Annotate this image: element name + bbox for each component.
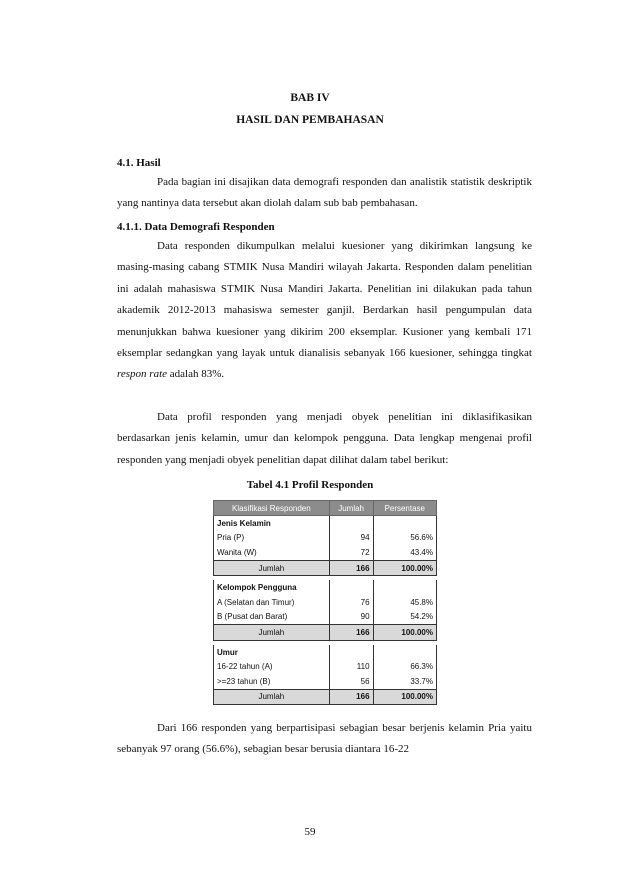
page-number: 59	[304, 826, 316, 838]
row-label: A (Selatan dan Timur)	[214, 595, 330, 610]
row-pct: 56.6%	[373, 531, 436, 546]
total-pct: 100.00%	[373, 560, 436, 576]
row-pct: 33.7%	[373, 674, 436, 689]
header-percentage: Persentase	[373, 501, 436, 516]
chapter-title: BAB IV	[290, 92, 330, 104]
header-classification: Klasifikasi Responden	[214, 501, 330, 516]
section-4-1-1-paragraph: Data responden dikumpulkan melalui kuesioner yang dikirimkan langsung ke masing-masing cabang STMIK Nusa Mandiri wilayah Jakarta. Responden dalam penelitian ini adalah mahasiswa STMIK Nusa Mandiri Jakarta. Penelitian ini dilakukan pada tahun akademik 2012-2013 mahasiswa semester ganjil. Berdarkan hasil pengumpulan data menunjukkan bahwa kuesioner yang dikirim 200 eksemplar. Kusioner yang kembali 171 eksemplar sedangkan yang layak untuk dianalisis sebanyak 166 kuesioner, sehingga tingkat respon rate adalah 83%.	[117, 240, 532, 381]
group-title-row	[214, 645, 437, 660]
total-count: 166	[329, 625, 373, 641]
group-title-row	[214, 516, 437, 531]
total-count: 166	[329, 560, 373, 576]
row-count: 56	[329, 674, 373, 689]
total-pct: 100.00%	[373, 689, 436, 705]
header-count: Jumlah	[329, 501, 373, 516]
row-pct: 54.2%	[373, 610, 436, 625]
table-row	[214, 674, 437, 689]
row-count: 72	[329, 545, 373, 560]
table-caption: Tabel 4.1 Profil Responden	[246, 479, 374, 491]
row-count: 94	[329, 531, 373, 546]
total-row	[214, 560, 437, 576]
row-label: 16-22 tahun (A)	[214, 659, 330, 674]
row-count: 110	[329, 659, 373, 674]
row-label: Pria (P)	[214, 531, 330, 546]
total-label: Jumlah	[214, 689, 330, 705]
chapter-subtitle: HASIL DAN PEMBAHASAN	[236, 114, 384, 126]
section-4-1-paragraph: Pada bagian ini disajikan data demografi responden dan analistik statistik deskriptik yang nantinya data tersebut akan diolah dalam sub bab pembahasan.	[117, 176, 532, 210]
table-row	[214, 595, 437, 610]
row-pct: 43.4%	[373, 545, 436, 560]
row-pct: 45.8%	[373, 595, 436, 610]
row-count: 90	[329, 610, 373, 625]
total-label: Jumlah	[214, 560, 330, 576]
row-pct: 66.3%	[373, 659, 436, 674]
table-row	[214, 545, 437, 560]
total-label: Jumlah	[214, 625, 330, 641]
total-pct: 100.00%	[373, 625, 436, 641]
table-header-row	[214, 501, 437, 516]
total-row	[214, 689, 437, 705]
group-title-row	[214, 580, 437, 595]
group-title: Umur	[214, 645, 330, 660]
respondent-profile-table	[213, 500, 437, 705]
closing-paragraph: Dari 166 responden yang berpartisipasi sebagian besar berjenis kelamin Pria yaitu sebanyak 97 orang (56.6%), sebagian besar berusia diantara 16-22	[117, 722, 532, 756]
group-title: Kelompok Pengguna	[214, 580, 330, 595]
table-row	[214, 659, 437, 674]
section-4-1-1-paragraph-2: Data profil responden yang menjadi obyek penelitian ini diklasifikasikan berdasarkan jenis kelamin, umur dan kelompok pengguna. Data lengkap mengenai profil responden yang menjadi obyek penelitian dapat dilihat dalam tabel berikut:	[117, 411, 532, 466]
group-title: Jenis Kelamin	[214, 516, 330, 531]
row-label: B (Pusat dan Barat)	[214, 610, 330, 625]
section-heading-4-1-1: 4.1.1. Data Demografi Responden	[117, 221, 275, 233]
section-heading-4-1: 4.1. Hasil	[117, 157, 161, 169]
table-row	[214, 531, 437, 546]
total-row	[214, 625, 437, 641]
row-label: >=23 tahun (B)	[214, 674, 330, 689]
row-count: 76	[329, 595, 373, 610]
total-count: 166	[329, 689, 373, 705]
row-label: Wanita (W)	[214, 545, 330, 560]
table-row	[214, 610, 437, 625]
